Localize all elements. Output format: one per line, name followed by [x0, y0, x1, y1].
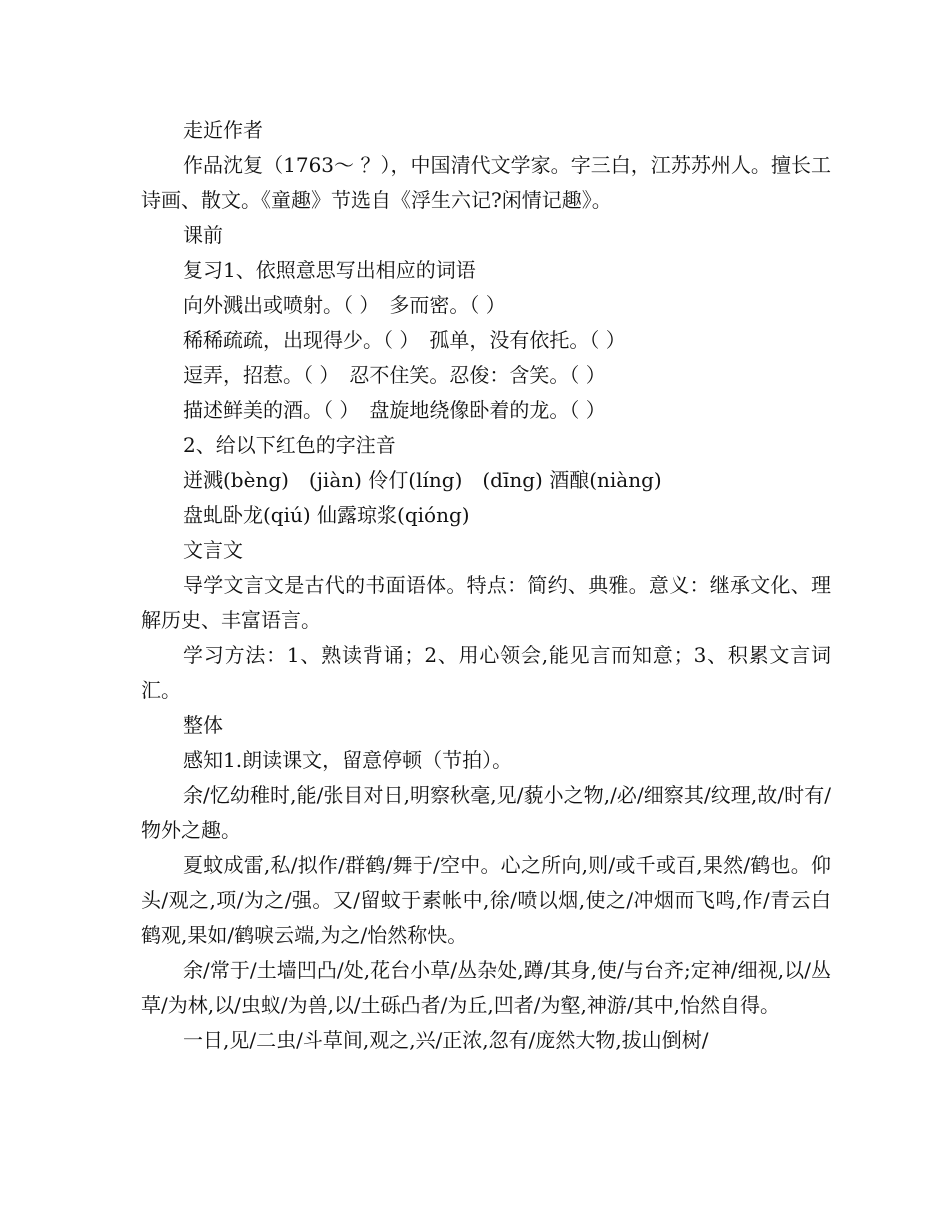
review-task-2: 2、给以下红色的字注音 — [183, 433, 396, 457]
heading-overall: 整体 — [183, 713, 223, 737]
vocab-line-1: 向外溅出或喷射。（ ） 多而密。（ ） — [183, 293, 506, 317]
heading-pre-class: 课前 — [183, 223, 223, 247]
text-paragraph-2: 夏蚊成雷,私/拟作/群鹤/舞于/空中。心之所向,则/或千或百,果然/鹤也。仰头/观之,项/为之/强。又/留蚊于素帐中,徐/喷以烟,使之/冲烟而飞鸣,作/青云白鹤观,果如/鹤唳云端,为之/怡然称快。 — [141, 853, 831, 947]
vocab-line-3: 逗弄，招惹。（ ） 忍不住笑。忍俊：含笑。（ ） — [183, 363, 606, 387]
review-task-1: 复习1、依照意思写出相应的词语 — [183, 258, 476, 282]
heading-author: 走近作者 — [183, 118, 263, 142]
text-paragraph-4: 一日,见/二虫/斗草间,观之,兴/正浓,忽有/庞然大物,拔山倒树/ — [183, 1028, 709, 1052]
study-methods: 学习方法：1、熟读背诵；2、用心领会,能见言而知意；3、积累文言词汇。 — [141, 643, 831, 702]
text-paragraph-1: 余/忆幼稚时,能/张目对日,明察秋毫,见/藐小之物,/必/细察其/纹理,故/时有/物外之趣。 — [141, 783, 831, 842]
text-paragraph-3: 余/常于/土墙凹凸/处,花台小草/丛杂处,蹲/其身,使/与台齐;定神/细视,以/丛草/为林,以/虫蚁/为兽,以/土砾凸者/为丘,凹者/为壑,神游/其中,怡然自得。 — [141, 958, 831, 1017]
vocab-line-4: 描述鲜美的酒。（ ） 盘旋地绕像卧着的龙。（ ） — [183, 398, 606, 422]
heading-classical-chinese: 文言文 — [183, 538, 243, 562]
author-intro: 作品沈复（1763～ ？），中国清代文学家。字三白，江苏苏州人。擅长工诗画、散文。《童趣》节选自《浮生六记?闲情记趣》。 — [141, 153, 831, 212]
classical-chinese-intro: 导学文言文是古代的书面语体。特点：简约、典雅。意义：继承文化、理解历史、丰富语言。 — [141, 573, 831, 632]
vocab-line-2: 稀稀疏疏，出现得少。（ ） 孤单，没有依托。（ ） — [183, 328, 626, 352]
document-body — [141, 113, 831, 1058]
pinyin-line-1: 迸溅(bèng) (jiàn) 伶仃(líng) (dīng) 酒酿(niàng) — [183, 468, 662, 492]
perception-task: 感知1.朗读课文，留意停顿（节拍）。 — [183, 748, 513, 772]
pinyin-line-2: 盘虬卧龙(qiú) 仙露琼浆(qióng) — [183, 503, 470, 527]
